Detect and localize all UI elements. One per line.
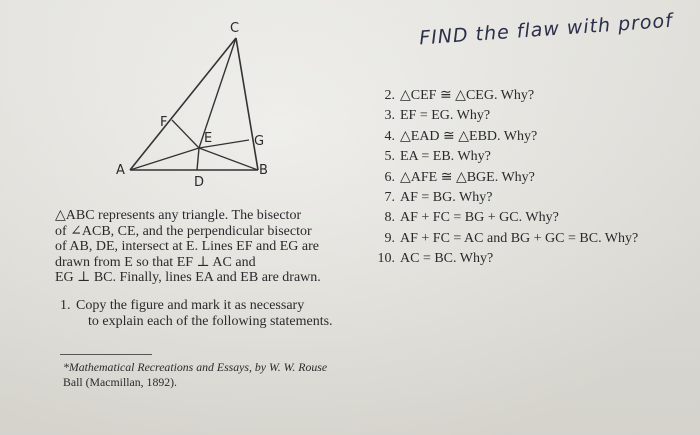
statement-item: 4. △EAD ≅ △EBD. Why?: [384, 128, 538, 144]
label-c: C: [230, 21, 240, 36]
statement-item: 2. △CEF ≅ △CEG. Why?: [384, 88, 535, 103]
segment-eb: [199, 148, 258, 170]
task-instruction: 1. Copy the figure and mark it as necessary to explain each of the following statements.: [60, 298, 333, 329]
label-b: B: [259, 163, 268, 178]
segment-ea: [130, 148, 199, 170]
statement-item: 7. AF = BG. Why?: [384, 190, 493, 206]
statement-item: 9. AF + FC = AC and BG + GC = BC. Why?: [384, 230, 639, 246]
statement-item: 3. EF = EG. Why?: [384, 108, 491, 124]
handwritten-note: FIND the flaw with proof: [418, 9, 674, 50]
triangle-figure: [0, 0, 300, 200]
side-ac: [130, 38, 236, 170]
statement-item: 5. EA = EB. Why?: [384, 149, 491, 165]
perp-bisector-de: [197, 148, 199, 170]
segment-ef: [172, 120, 199, 148]
statement-item: 6. △AFE ≅ △BGE. Why?: [384, 169, 535, 185]
statement-list: [368, 86, 698, 270]
footnote: *Mathematical Recreations and Essays, by W. W. Rouse Ball (Macmillan, 1892).: [63, 360, 328, 389]
label-d: D: [194, 175, 205, 190]
statement-item: 10. AC = BC. Why?: [377, 251, 494, 267]
label-g: G: [254, 134, 265, 149]
footnote-divider: [60, 354, 152, 355]
label-f: F: [160, 115, 168, 130]
problem-description: △ABC represents any triangle. The bisector of ∠ACB, CE, and the perpendicular bisector of AB, DE, intersect at E. Lines EF and EG are drawn from E so that EF ⊥ AC and EG ⊥ BC. Finally, lines EA and EB are drawn.: [55, 208, 321, 285]
statement-item: 8. AF + FC = BG + GC. Why?: [384, 210, 559, 226]
label-a: A: [116, 163, 125, 178]
label-e: E: [204, 131, 213, 146]
side-bc: [236, 38, 258, 170]
